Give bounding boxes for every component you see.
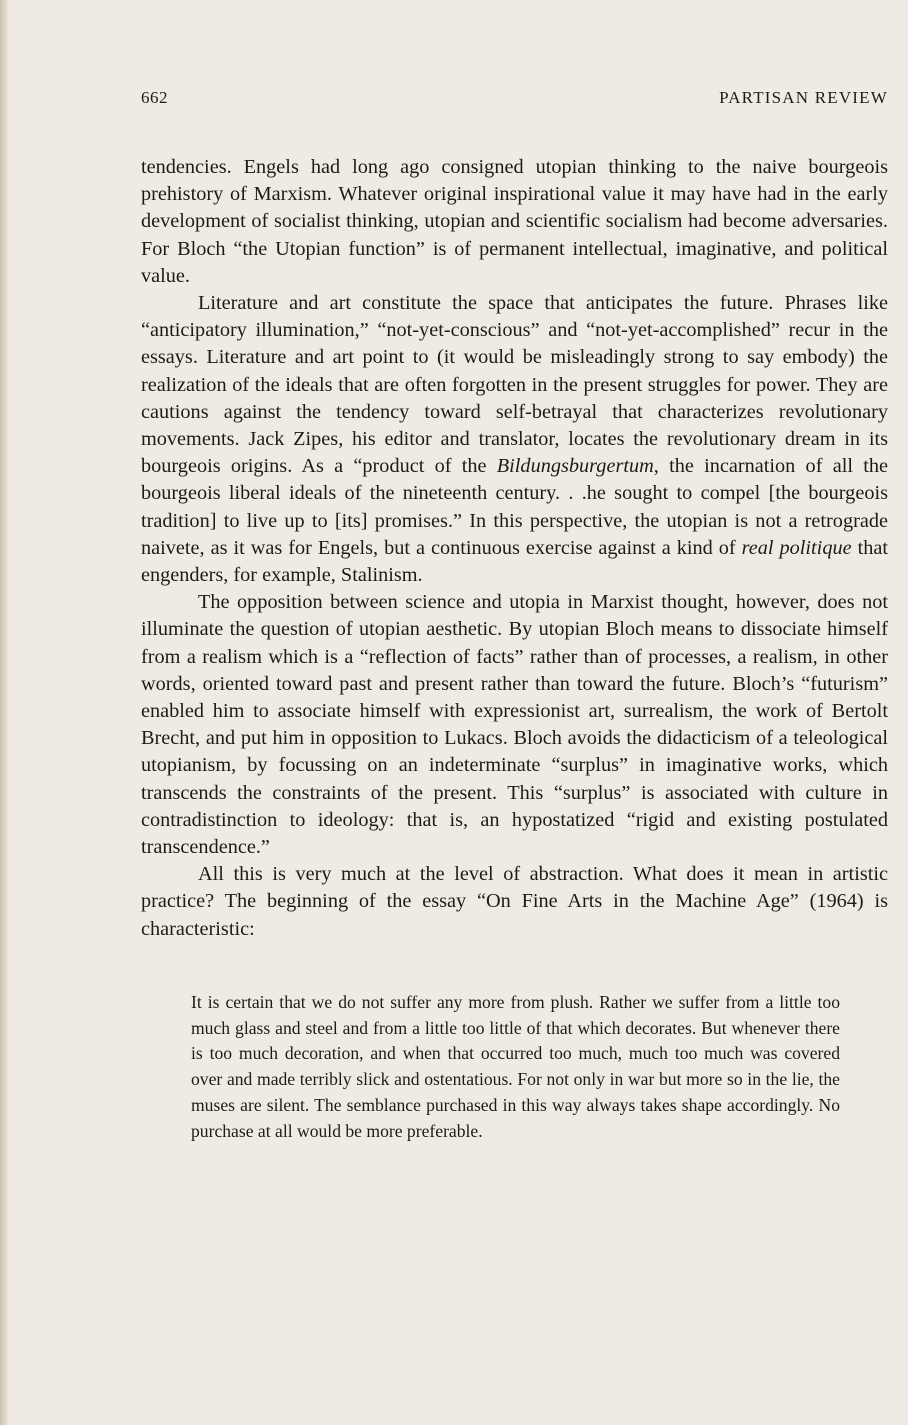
running-title: PARTISAN REVIEW [719,88,888,107]
paragraph-3: The opposition between science and utopia in Marxist thought, however, does not illuminate the question of utopian aesthetic. By utopian Bloch means to dissociate himself from a realism which is a “reflection of facts” rather than of processes, a realism, in other words, oriented toward past and present rather than toward the future. Bloch’s “futurism” enabled him to associate himself with expressionist art, surrealism, the work of Bertolt Brecht, and put him in opposition to Lukacs. Bloch avoids the didacticism of a teleological utopianism, by focussing on an indeterminate “surplus” in imaginative works, which transcends the constraints of the present. This “surplus” is associated with culture in contradistinction to ideology: that is, an hypostatized “rigid and existing postulated transcendence.” [141,591,888,859]
block-quote: It is certain that we do not suffer any more from plush. Rather we suffer from a little too much glass and steel and from a little too little of that which decorates. But whenever there is too much decoration, and when that occurred too much, much too much was covered over and made terribly slick and ostentatious. For not only in war but more so in the lie, the muses are silent. The semblance purchased in this way always takes shape accordingly. No purchase at all would be more preferable. [191,991,840,1141]
paragraph-2 [141,290,888,589]
paragraph-1: tendencies. Engels had long ago consigned utopian thinking to the naive bourgeois prehistory of Marxism. Whatever original inspirational value it may have had in the early development of socialist thinking, utopian and scientific socialism had become adversaries. For Bloch “the Utopian function” is of permanent intellectual, imaginative, and political value. [141,156,888,287]
paragraph-4: All this is very much at the level of abstraction. What does it mean in artistic practice? The beginning of the essay “On Fine Arts in the Machine Age” (1964) is characteristic: [141,863,888,940]
paragraph-2-part-1: Literature and art constitute the space that anticipates the future. Phrases like “anticipatory illumination,” “not-yet-conscious” and “not-yet-accomplished” recur in the essays. Literature and art point to (it would be misleadingly strong to say embody) the realization of the ideals that are often forgotten in the present struggles for power. They are cautions against the tendency toward self-betrayal that characterizes revolutionary movements. Jack Zipes, his editor and translator, locates the revolutionary dream in its bourgeois origins. As a “product of the [141,292,888,478]
page-edge-shadow [0,0,9,1425]
page-content [141,88,888,1145]
italic-term-bildungsburgertum: Bildungsburgertum [496,455,654,478]
paragraph-2-part-2: , the incarnation of all the bourgeois liberal ideals of the nineteenth century. . .he sought to compel [the bourgeois tradition] to live up to [its] promises.” In this perspective, the utopian is not a retrograde naivete, as it was for Engels, but a continuous exercise against a kind of [141,455,888,559]
italic-term-real-politique: real politique [741,536,852,559]
body-text [141,154,888,943]
running-head [141,88,888,112]
paragraph-2-part-3: that engenders, for example, Stalinism. [141,536,888,587]
page-number: 662 [141,88,168,107]
